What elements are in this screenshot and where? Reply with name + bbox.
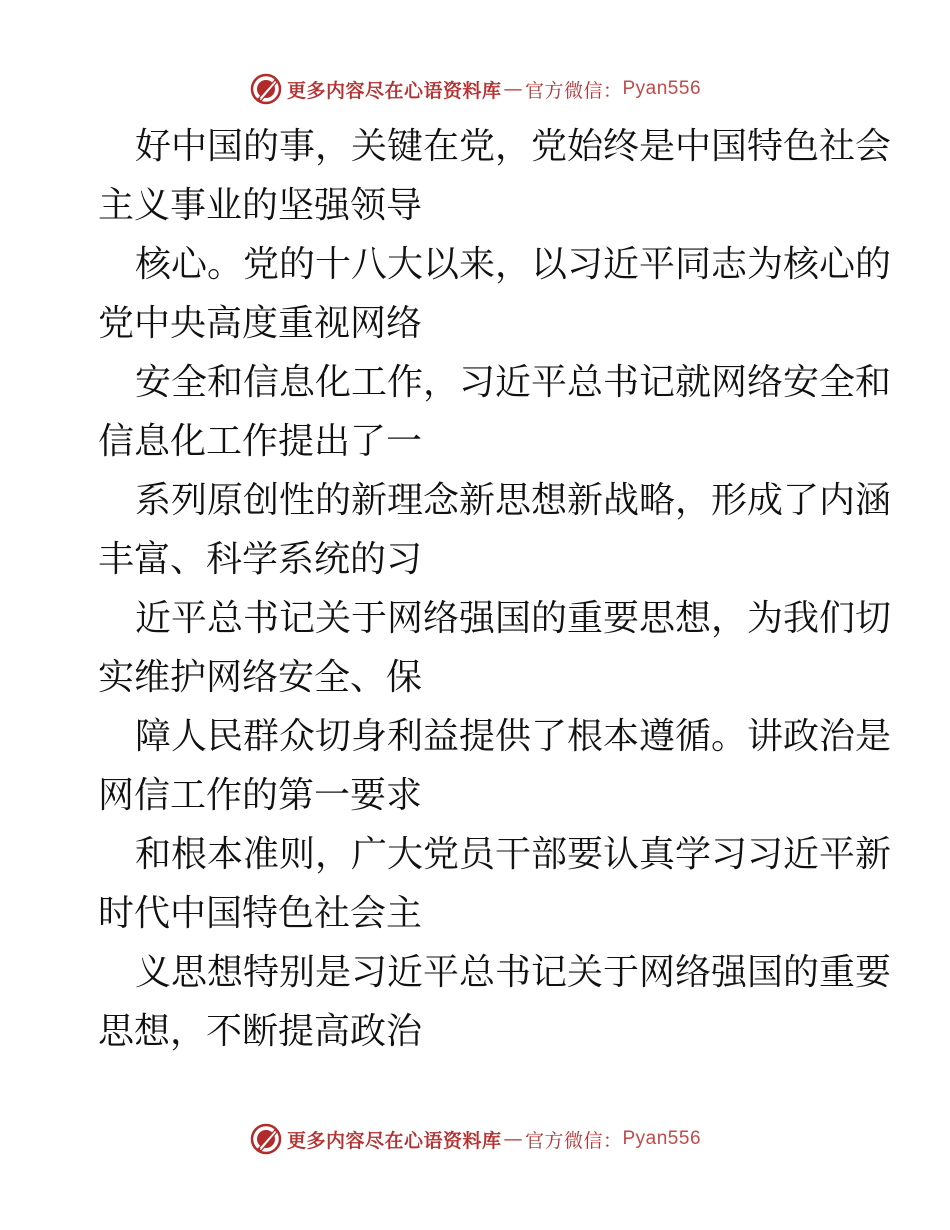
paragraph-line: 安全和信息化工作，习近平总书记就网络安全和: [135, 362, 892, 403]
banner-wechat-id: Pyan556: [622, 78, 702, 99]
paragraph-line: 和根本准则，广大党员干部要认真学习习近平新: [135, 834, 892, 875]
quill-pen-logo-icon: [249, 1122, 283, 1156]
banner-separator: —: [503, 1128, 523, 1150]
paragraph-line: 信息化工作提出了一: [98, 421, 423, 462]
banner-wechat-label: 官方微信：: [524, 1129, 623, 1152]
paragraph-line: 好中国的事，关键在党，党始终是中国特色社会: [135, 126, 892, 167]
paragraph-line: 障人民群众切身利益提供了根本遵循。讲政治是: [135, 716, 892, 757]
banner-wechat-label: 官方微信：: [524, 79, 623, 102]
paragraph-line: 核心。党的十八大以来，以习近平同志为核心的: [135, 244, 892, 285]
paragraph-line: 党中央高度重视网络: [98, 303, 423, 344]
paragraph-line: 网信工作的第一要求: [98, 775, 423, 816]
document-body: [98, 117, 892, 1061]
header-banner: [0, 72, 950, 106]
quill-pen-logo-icon: [249, 72, 283, 106]
banner-separator: —: [503, 78, 523, 100]
paragraph-line: 时代中国特色社会主: [98, 893, 423, 934]
banner-site-text: 更多内容尽在心语资料库: [286, 1129, 502, 1152]
paragraph-line: 义思想特别是习近平总书记关于网络强国的重要: [135, 952, 892, 993]
footer-banner: [0, 1122, 950, 1156]
paragraph-line: 思想，不断提高政治: [98, 1011, 423, 1052]
banner-site-text: 更多内容尽在心语资料库: [286, 79, 502, 102]
paragraph-line: 丰富、科学系统的习: [98, 539, 423, 580]
paragraph-line: 系列原创性的新理念新思想新战略，形成了内涵: [135, 480, 892, 521]
paragraph-line: 主义事业的坚强领导: [98, 185, 423, 226]
paragraph-line: 实维护网络安全、保: [98, 657, 423, 698]
paragraph-line: 近平总书记关于网络强国的重要思想，为我们切: [135, 598, 892, 639]
banner-wechat-id: Pyan556: [622, 1128, 702, 1149]
